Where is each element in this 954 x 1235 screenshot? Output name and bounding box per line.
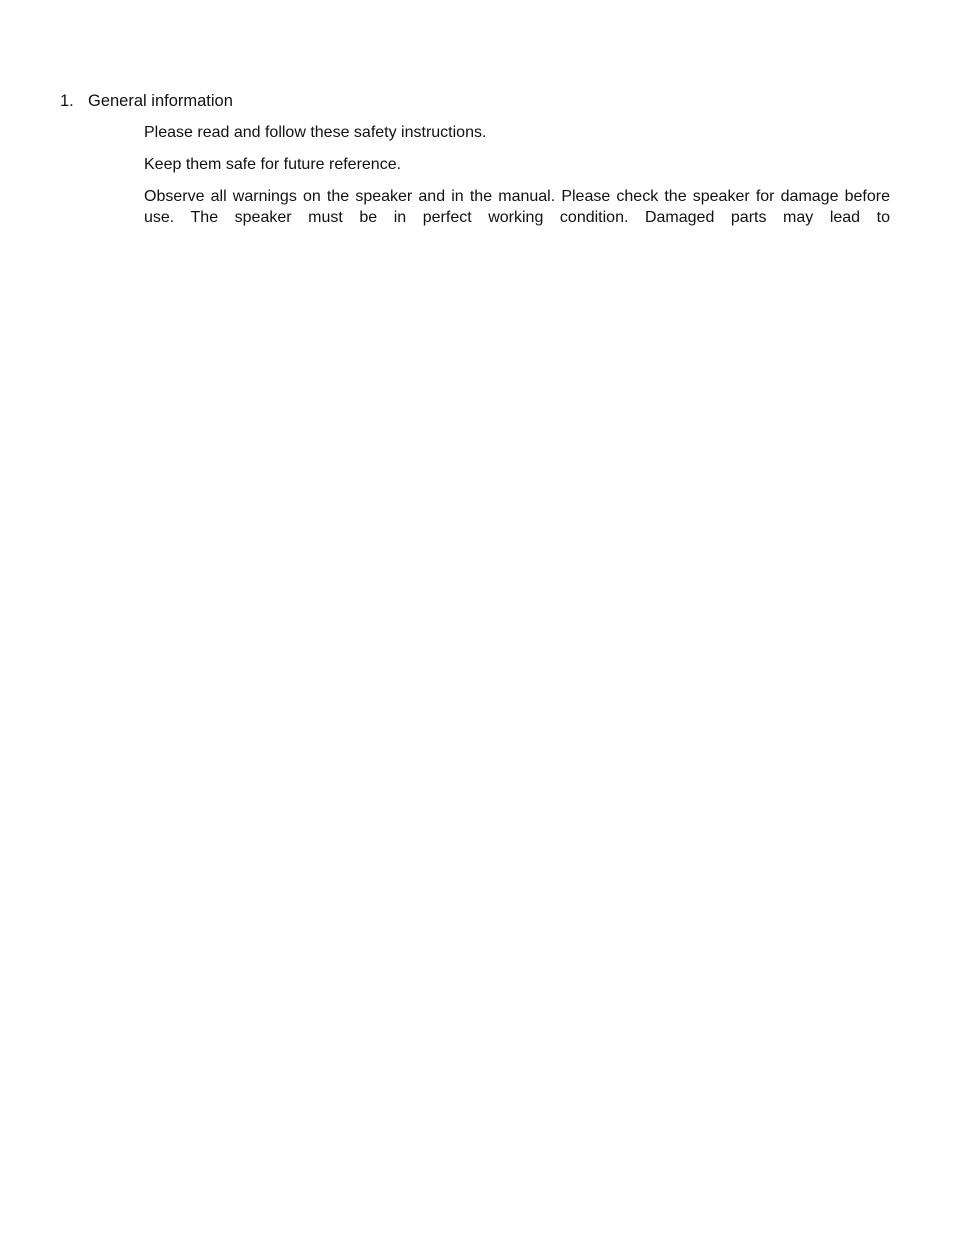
section-heading: [60, 90, 233, 112]
paragraph-keep-safe: Keep them safe for future reference.: [144, 156, 402, 173]
section-title: General information: [88, 92, 233, 110]
section-number: 1.: [60, 92, 74, 110]
paragraph-observe-warnings: Observe all warnings on the speaker and in the manual. Please check the speaker for damage before use. The speaker must be in perfect working condition. Damaged parts may lead to: [144, 188, 890, 226]
paragraph-read-instructions: Please read and follow these safety instructions.: [144, 124, 487, 141]
